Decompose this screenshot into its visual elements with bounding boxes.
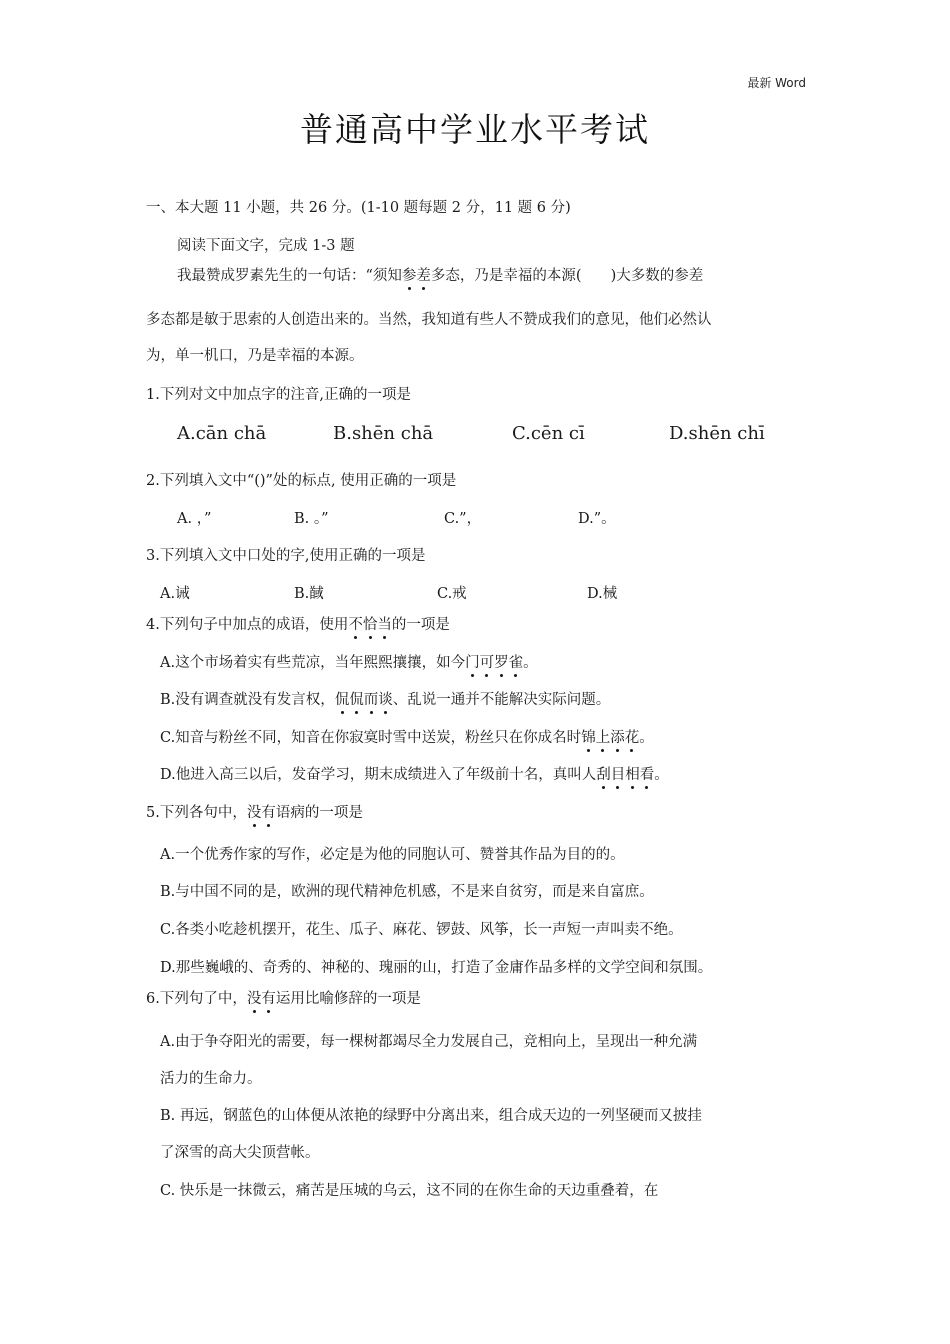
dotted-char: 相	[625, 767, 640, 783]
q5-option-d: D.那些巍峨的、奇秀的、神秘的、瑰丽的山，打造了金庸作品多样的文学空间和氛围。	[160, 960, 713, 976]
option-text: B.没有调查就没有发言权，	[160, 692, 335, 708]
dotted-char: 参	[401, 268, 417, 284]
q2-option-d: D.”。	[578, 511, 616, 527]
q1-option-c: C.cēn cī	[512, 423, 585, 444]
q3-option-b: B.馘	[294, 586, 324, 602]
dotted-char: 有	[261, 991, 276, 1007]
dotted-char: 差	[416, 268, 431, 284]
q2-option-b: B. 。”	[294, 511, 329, 527]
option-text: 。	[639, 730, 654, 746]
question-2-stem: 2.下列填入文中“()”处的标点, 使用正确的一项是	[146, 473, 457, 489]
dotted-char: 侃	[334, 692, 350, 708]
dotted-char: 谈	[378, 692, 393, 708]
q4-option-b	[160, 690, 610, 710]
stem-text: 4.下列句子中加点的成语，使用	[146, 617, 349, 633]
q6-option-b-line-1: B. 再远，钢蓝色的山体便从浓艳的绿野中分离出来，组合成天边的一列坚硬而又披挂	[160, 1108, 702, 1124]
dotted-char: 刮	[596, 767, 611, 783]
header-tag: 最新 Word	[747, 76, 806, 90]
q3-option-d: D.械	[587, 586, 618, 602]
dotted-char: 没	[246, 991, 262, 1007]
dotted-char: 上	[595, 730, 611, 746]
dotted-char: 可	[479, 655, 495, 671]
q6-option-b-line-2: 了深雪的高大尖顶营帐。	[160, 1145, 320, 1161]
stem-text: 运用比喻修辞的一项是	[275, 991, 421, 1007]
dotted-char: 侃	[349, 692, 364, 708]
dotted-char: 门	[465, 655, 480, 671]
passage-line-2: 多态都是敏于思索的人创造出来的。当然，我知道有些人不赞成我们的意见，他们必然认	[146, 312, 712, 328]
dotted-char: 目	[610, 767, 626, 783]
passage-text: 多态，乃是幸福的本源( )大多数的参差	[430, 268, 704, 284]
q3-option-c: C.戒	[437, 586, 467, 602]
q4-option-d	[160, 765, 669, 785]
q4-option-c	[160, 728, 654, 748]
question-6-stem	[146, 989, 421, 1009]
page-title: 普通高中学业水平考试	[300, 110, 650, 149]
question-1-stem: 1.下列对文中加点字的注音,正确的一项是	[146, 387, 411, 403]
q5-option-b: B.与中国不同的是，欧洲的现代精神危机感，不是来自贫穷，而是来自富庶。	[160, 884, 654, 900]
passage-line-1	[177, 266, 703, 286]
dotted-char: 罗	[494, 655, 509, 671]
dotted-char: 有	[261, 805, 276, 821]
q4-option-a	[160, 653, 538, 673]
q1-option-d: D.shēn chī	[669, 423, 765, 444]
q5-option-a: A.一个优秀作家的写作，必定是为他的同胞认可、赞誉其作品为目的的。	[160, 847, 625, 863]
dotted-char: 当	[377, 617, 392, 633]
question-4-stem	[146, 615, 450, 635]
dotted-char: 看	[639, 767, 655, 783]
stem-text: 5.下列各句中，	[146, 805, 247, 821]
dotted-char: 锦	[581, 730, 596, 746]
dotted-char: 花	[624, 730, 640, 746]
stem-text: 6.下列句了中，	[146, 991, 247, 1007]
q1-option-a: A.cān chā	[177, 423, 267, 444]
option-text: D.他进入高三以后，发奋学习，期末成绩进入了年级前十名，真叫人	[160, 767, 597, 783]
option-text: 、乱说一通并不能解决实际问题。	[392, 692, 611, 708]
dotted-char: 而	[363, 692, 379, 708]
q6-option-c-line-1: C. 快乐是一抹微云，痛苦是压城的乌云，这不同的在你生命的天边重叠着，在	[160, 1183, 659, 1199]
q2-option-a: A. ，”	[177, 511, 212, 527]
section-heading: 一、本大题 11 小题，共 26 分。(1-10 题每题 2 分，11 题 6 分)	[146, 200, 571, 216]
question-3-stem: 3.下列填入文中口处的字,使用正确的一项是	[146, 548, 426, 564]
q1-option-b: B.shēn chā	[333, 423, 434, 444]
stem-text: 的一项是	[391, 617, 450, 633]
option-text: 。	[654, 767, 669, 783]
option-text: 。	[523, 655, 538, 671]
q3-option-a: A.诫	[160, 586, 190, 602]
dotted-char: 恰	[362, 617, 378, 633]
option-text: C.知音与粉丝不同，知音在你寂寞时雪中送炭，粉丝只在你成名时	[160, 730, 582, 746]
stem-text: 语病的一项是	[275, 805, 363, 821]
passage-text: 我最赞成罗素先生的一句话：“须知	[177, 268, 402, 284]
dotted-char: 雀	[508, 655, 524, 671]
question-5-stem	[146, 803, 363, 823]
passage-intro: 阅读下面文字，完成 1-3 题	[177, 238, 355, 254]
q2-option-c: C.”，	[444, 511, 482, 527]
passage-line-3: 为，单一机口，乃是幸福的本源。	[146, 348, 364, 364]
dotted-char: 添	[610, 730, 625, 746]
q6-option-a-line-1: A.由于争夺阳光的需要，每一棵树都竭尽全力发展自己，竞相向上，呈现出一种允满	[160, 1034, 698, 1050]
option-text: A.这个市场着实有些荒凉，当年熙熙攘攘，如今	[160, 655, 466, 671]
q6-option-a-line-2: 活力的生命力。	[160, 1071, 262, 1087]
dotted-char: 不	[348, 617, 363, 633]
dotted-char: 没	[246, 805, 262, 821]
q5-option-c: C.各类小吃趁机摆开，花生、瓜子、麻花、锣鼓、风筝，长一声短一声叫卖不绝。	[160, 922, 683, 938]
